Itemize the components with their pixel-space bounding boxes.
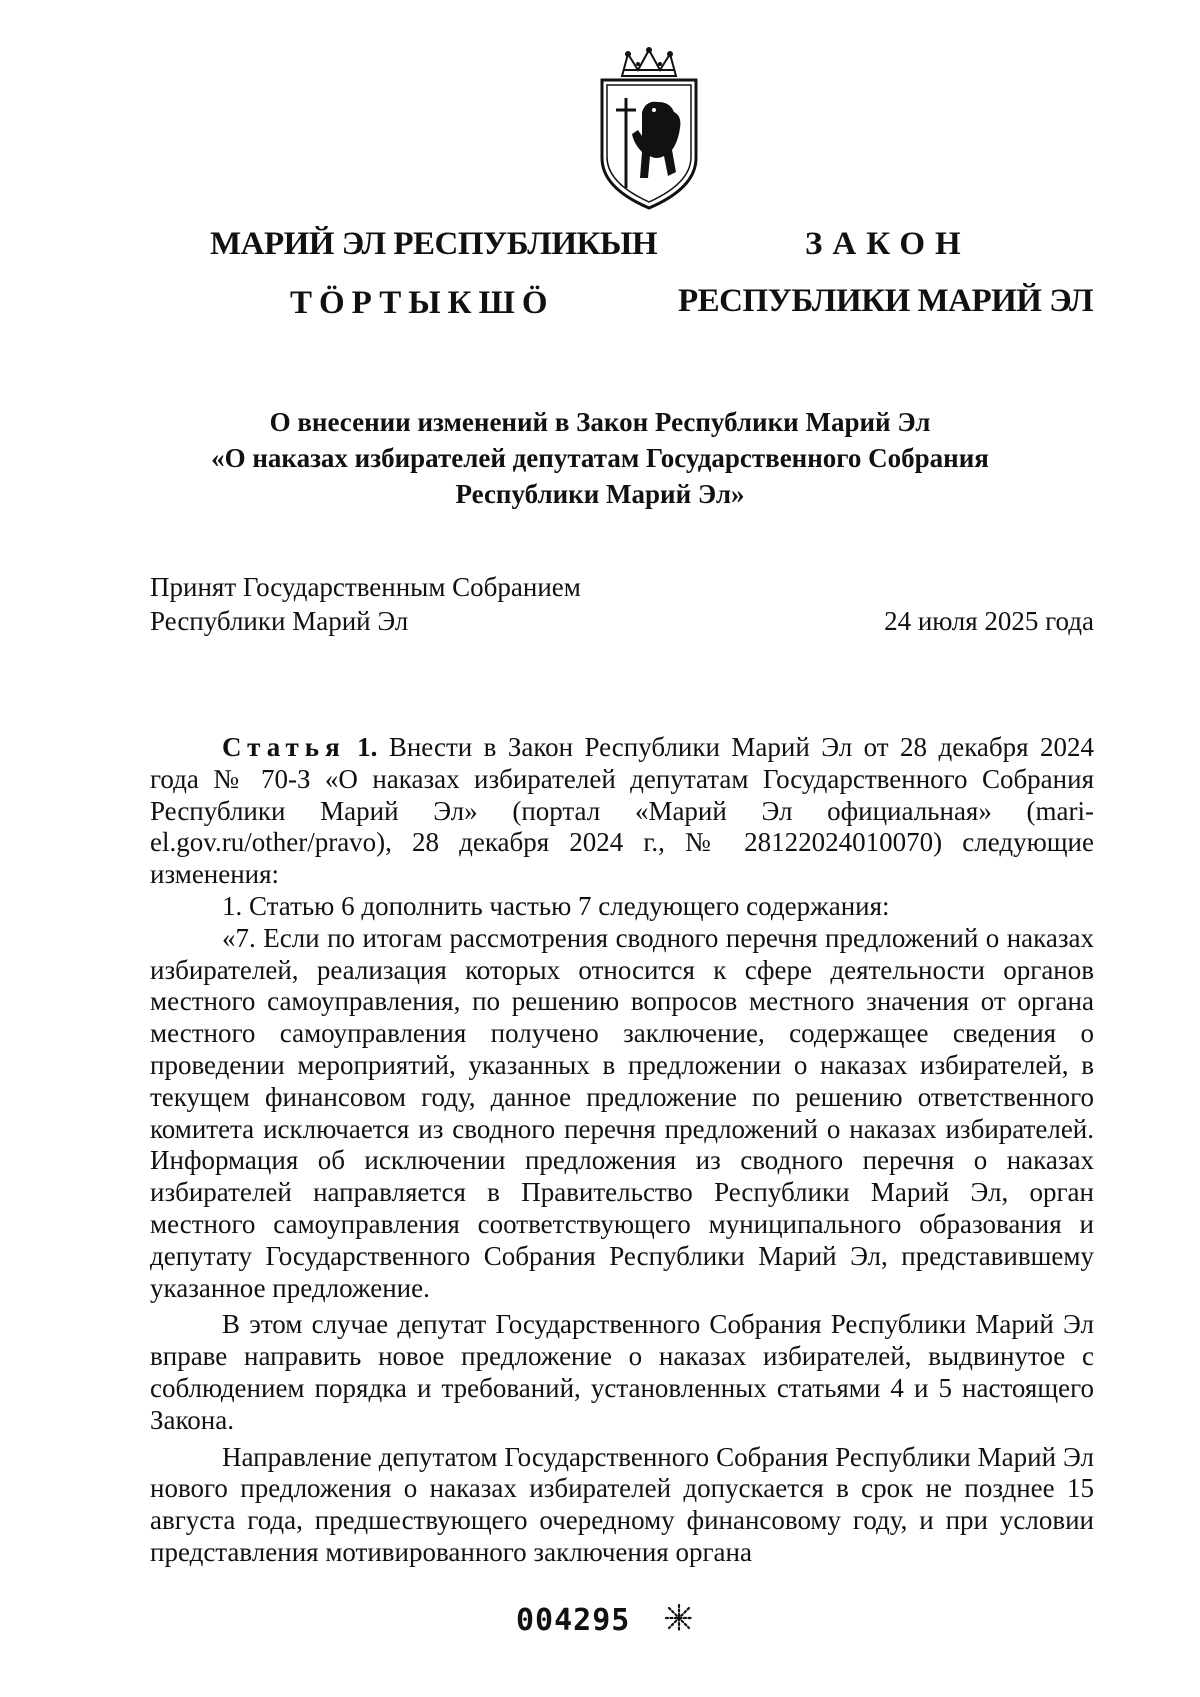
document-title-line: Республики Марий Эл» xyxy=(455,479,745,509)
article-paragraph xyxy=(150,732,1094,891)
coat-of-arms-icon xyxy=(592,46,706,211)
document-body xyxy=(150,732,1094,1569)
adoption-line: Принят Государственным Собранием xyxy=(150,572,581,602)
document-title-line: «О наказах избирателей депутатам Государственного Собрания xyxy=(211,443,989,473)
amendment-paragraph: В этом случае депутат Государственного Собрания Республики Марий Эл вправе направить новое предложение о наказах избирателей, выдвинутое с соблюдением порядка и требований, установленных статьями 4 и 5 настоящего Закона. xyxy=(150,1309,1094,1435)
document-title-line: О внесении изменений в Закон Республики Марий Эл xyxy=(269,407,931,437)
header-right-title: ЗАКОН xyxy=(805,226,971,262)
header-right-subtitle: РЕСПУБЛИКИ МАРИЙ ЭЛ xyxy=(678,283,1094,319)
article-label: Статья xyxy=(222,732,346,762)
header-left-subtitle: ТӦРТЫКШӦ xyxy=(290,285,555,321)
dotted-star-icon xyxy=(664,1603,694,1633)
serial-number: 004295 xyxy=(516,1603,631,1638)
header-left-title: МАРИЙ ЭЛ РЕСПУБЛИКЫН xyxy=(210,226,658,262)
document-title xyxy=(150,404,1050,512)
article-number: 1. xyxy=(357,732,378,762)
amendment-item: 1. Статью 6 дополнить частью 7 следующего содержания: xyxy=(222,890,890,921)
adoption-info xyxy=(150,570,581,638)
adoption-line: Республики Марий Эл xyxy=(150,606,409,636)
amendment-paragraph: Направление депутатом Государственного Собрания Республики Марий Эл нового предложения о наказах избирателей допускается в срок не позднее 15 августа года, предшествующего очередному финансовому году, и при условии представления мотивированного заключения органа xyxy=(150,1441,1094,1567)
adoption-date: 24 июля 2025 года xyxy=(884,606,1094,636)
amendment-paragraph: «7. Если по итогам рассмотрения сводного перечня предложений о наказах избирателей, реализация которых относится к сфере деятельности органов местного самоуправления, по решению вопросов местного значения от органа местного самоуправления получено заключение, содержащее сведения о проведении мероприятий, указанных в предложении о наказах избирателей, в текущем финансовом году, данное предложение по решению ответственного комитета исключается из сводного перечня предложений о наказах избирателей. Информация об исключении предложения из сводного перечня о наказах избирателей направляется в Правительство Республики Марий Эл, орган местного самоуправления соответствующего муниципального образования и депутату Государственного Собрания Республики Марий Эл, представившему указанное предложение. xyxy=(150,922,1094,1303)
article-text: Внести в Закон Республики Марий Эл от 28 декабря 2024 года № 70-З «О наказах избирателей депутатам Государственного Собрания Республики Марий Эл» (портал «Марий Эл официальная» (mari-el.gov.ru/other/pravo), 28 декабря 2024 г., № 28122024010070) следующие изменения: xyxy=(150,732,1094,890)
